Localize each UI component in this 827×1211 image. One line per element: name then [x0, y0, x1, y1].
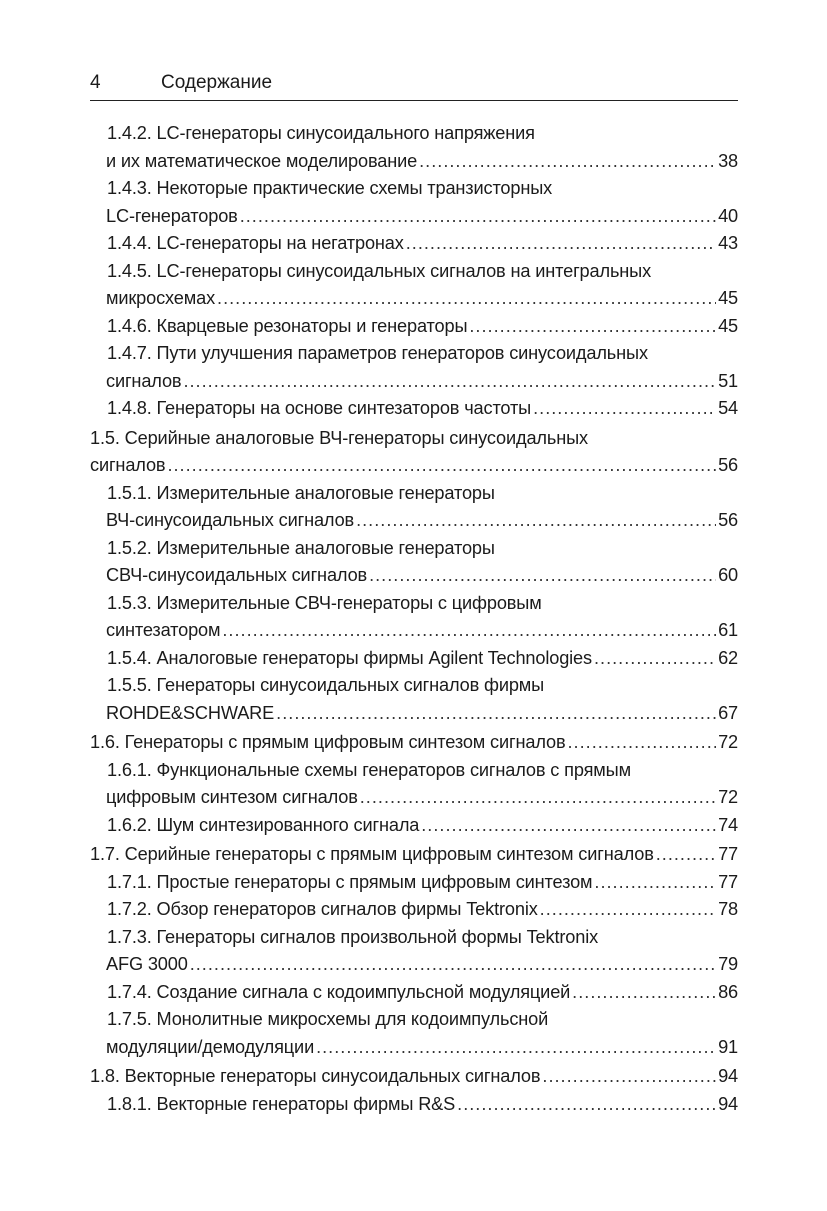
- dot-leader: [183, 368, 716, 396]
- toc-line: [90, 425, 738, 453]
- toc-line: [106, 148, 738, 176]
- toc-entry-title: 1.5.4. Аналоговые генераторы фирмы Agilent Technologies: [107, 647, 592, 668]
- dot-leader: [217, 285, 716, 313]
- toc-subsection-entry: [90, 645, 738, 673]
- toc-entry-title: цифровым синтезом сигналов: [106, 787, 358, 807]
- toc-page-number: 77: [718, 844, 738, 864]
- toc-line: [107, 480, 738, 508]
- toc-subsection-entry: [90, 258, 738, 313]
- toc-line: [107, 535, 738, 563]
- toc-entry-title: 1.7.1. Простые генераторы с прямым цифровым синтезом: [107, 871, 593, 892]
- toc-page-number: 61: [718, 620, 738, 640]
- toc-entry-title: 1.4.4. LC-генераторы на негатронах: [107, 233, 404, 253]
- toc-entry-title: 1.8. Векторные генераторы синусоидальных сигналов: [90, 1066, 541, 1086]
- toc-entry-title: 1.5.1. Измерительные аналоговые генераторы: [107, 482, 495, 503]
- toc-line: [107, 757, 738, 785]
- toc-page-number: 91: [718, 1036, 738, 1057]
- toc-line: [107, 645, 738, 673]
- toc-entry-title: 1.6. Генераторы с прямым цифровым синтезом сигналов: [90, 732, 566, 752]
- toc-line: [106, 951, 738, 979]
- toc-section-entry: [90, 425, 738, 480]
- toc-section-entry: [90, 841, 738, 869]
- dot-leader: [356, 507, 716, 535]
- toc-line: [107, 896, 738, 924]
- toc-line: [107, 869, 738, 897]
- toc-subsection-entry: [90, 313, 738, 341]
- toc-page-number: 54: [718, 398, 738, 418]
- toc-subsection-entry: [90, 979, 738, 1007]
- toc-line: [107, 258, 738, 286]
- toc-page-number: 62: [718, 647, 738, 668]
- toc-page-number: 72: [718, 732, 738, 752]
- toc-subsection-entry: [90, 869, 738, 897]
- toc-entry-title: 1.7. Серийные генераторы с прямым цифровым синтезом сигналов: [90, 844, 654, 864]
- toc-page-number: 51: [718, 370, 738, 391]
- toc-subsection-entry: [90, 175, 738, 230]
- toc-line: [107, 979, 738, 1007]
- toc-line: [107, 1006, 738, 1034]
- toc-entry-title: LC-генераторов: [106, 205, 238, 226]
- toc-page-number: 67: [718, 702, 738, 723]
- toc-line: [107, 340, 738, 368]
- toc-subsection-entry: [90, 672, 738, 727]
- toc-entry-title: 1.7.2. Обзор генераторов сигналов фирмы Tektronix: [107, 899, 538, 919]
- toc-entry-title: СВЧ-синусоидальных сигналов: [106, 565, 368, 585]
- toc-entry-title: 1.7.3. Генераторы сигналов произвольной формы Tektronix: [107, 926, 599, 947]
- toc-line: [107, 230, 738, 258]
- toc-subsection-entry: [90, 535, 738, 590]
- toc-page-number: 45: [718, 288, 738, 308]
- toc-line: [107, 672, 738, 700]
- toc-subsection-entry: [90, 230, 738, 258]
- toc-entry-title: AFG 3000: [106, 954, 188, 974]
- dot-leader: [540, 896, 716, 924]
- toc-line: [107, 175, 738, 203]
- toc-entry-title: синтезатором: [106, 620, 221, 640]
- dot-leader: [568, 729, 717, 757]
- toc-line: [107, 590, 738, 618]
- toc-line: [106, 784, 738, 812]
- toc-entry-title: 1.8.1. Векторные генераторы фирмы R&S: [107, 1093, 456, 1114]
- toc-line: [107, 120, 738, 148]
- toc-entry-title: 1.4.5. LC-генераторы синусоидальных сигналов на интегральных: [107, 260, 652, 281]
- toc-page-number: 78: [718, 899, 738, 919]
- dot-leader: [406, 230, 716, 258]
- toc-line: [106, 203, 738, 231]
- dot-leader: [469, 313, 716, 341]
- toc-entry-title: 1.6.2. Шум синтезированного сигнала: [107, 814, 420, 835]
- toc-entry-title: 1.5.2. Измерительные аналоговые генераторы: [107, 537, 495, 558]
- toc-line: [106, 617, 738, 645]
- toc-page-number: 40: [718, 205, 738, 226]
- dot-leader: [360, 784, 716, 812]
- toc-subsection-entry: [90, 812, 738, 840]
- toc-entry-title: 1.7.5. Монолитные микросхемы для кодоимпульсной: [107, 1009, 549, 1029]
- dot-leader: [240, 203, 716, 231]
- toc-line: [107, 812, 738, 840]
- toc-entry-title: 1.6.1. Функциональные схемы генераторов сигналов с прямым: [107, 759, 631, 780]
- toc-entry-title: сигналов: [106, 370, 182, 391]
- toc-subsection-entry: [90, 1006, 738, 1061]
- dot-leader: [457, 1091, 716, 1119]
- dot-leader: [656, 841, 716, 869]
- dot-leader: [533, 395, 716, 423]
- toc-line: [90, 1063, 738, 1091]
- toc-line: [107, 395, 738, 423]
- dot-leader: [276, 700, 716, 728]
- toc-subsection-entry: [90, 590, 738, 645]
- toc-page-number: 74: [718, 814, 738, 835]
- table-of-contents: [90, 120, 738, 1118]
- dot-leader: [421, 812, 716, 840]
- toc-entry-title: 1.5.3. Измерительные СВЧ-генераторы с цифровым: [107, 592, 542, 613]
- toc-section-entry: [90, 729, 738, 757]
- dot-leader: [542, 1063, 716, 1091]
- dot-leader: [419, 148, 716, 176]
- toc-line: [106, 1034, 738, 1062]
- toc-line: [106, 507, 738, 535]
- toc-subsection-entry: [90, 757, 738, 812]
- toc-entry-title: модуляции/демодуляции: [106, 1036, 315, 1057]
- toc-page-number: 45: [718, 315, 738, 336]
- toc-line: [106, 368, 738, 396]
- toc-line: [90, 841, 738, 869]
- dot-leader: [316, 1034, 716, 1062]
- toc-entry-title: 1.4.8. Генераторы на основе синтезаторов частоты: [107, 398, 532, 418]
- toc-entry-title: сигналов: [90, 455, 166, 475]
- dot-leader: [594, 645, 716, 673]
- toc-subsection-entry: [90, 120, 738, 175]
- toc-page-number: 56: [718, 455, 738, 475]
- toc-entry-title: 1.5.5. Генераторы синусоидальных сигналов фирмы: [107, 675, 545, 695]
- toc-section-entry: [90, 1063, 738, 1091]
- toc-entry-title: 1.4.7. Пути улучшения параметров генераторов синусоидальных: [107, 343, 648, 363]
- toc-line: [90, 452, 738, 480]
- dot-leader: [222, 617, 716, 645]
- dot-leader: [369, 562, 716, 590]
- dot-leader: [167, 452, 716, 480]
- toc-page-number: 77: [718, 871, 738, 892]
- toc-subsection-entry: [90, 340, 738, 395]
- toc-subsection-entry: [90, 480, 738, 535]
- toc-entry-title: ВЧ-синусоидальных сигналов: [106, 510, 355, 530]
- toc-line: [107, 1091, 738, 1119]
- toc-line: [106, 285, 738, 313]
- running-title: Содержание: [161, 72, 273, 93]
- page-number: 4: [90, 72, 101, 93]
- toc-subsection-entry: [90, 896, 738, 924]
- toc-page-number: 72: [718, 787, 738, 807]
- toc-entry-title: 1.4.3. Некоторые практические схемы транзисторных: [107, 178, 553, 198]
- toc-entry-title: микросхемах: [106, 288, 216, 308]
- toc-subsection-entry: [90, 395, 738, 423]
- toc-line: [90, 729, 738, 757]
- toc-line: [107, 313, 738, 341]
- toc-page-number: 56: [718, 510, 738, 530]
- toc-entry-title: и их математическое моделирование: [106, 150, 418, 171]
- toc-subsection-entry: [90, 924, 738, 979]
- toc-page-number: 43: [718, 233, 738, 253]
- toc-page-number: 94: [718, 1066, 738, 1086]
- toc-entry-title: 1.4.6. Кварцевые резонаторы и генераторы: [107, 315, 468, 336]
- toc-entry-title: 1.7.4. Создание сигнала с кодоимпульсной модуляцией: [107, 981, 571, 1002]
- toc-line: [107, 924, 738, 952]
- toc-page-number: 60: [718, 565, 738, 585]
- toc-page-number: 94: [718, 1093, 738, 1114]
- toc-entry-title: 1.5. Серийные аналоговые ВЧ-генераторы синусоидальных: [90, 427, 588, 448]
- dot-leader: [190, 951, 716, 979]
- toc-page-number: 86: [718, 981, 738, 1002]
- dot-leader: [594, 869, 716, 897]
- toc-line: [106, 700, 738, 728]
- toc-entry-title: ROHDE&SCHWARE: [106, 702, 275, 723]
- toc-line: [106, 562, 738, 590]
- page-header: [90, 70, 738, 101]
- toc-subsection-entry: [90, 1091, 738, 1119]
- toc-page-number: 79: [718, 954, 738, 974]
- dot-leader: [572, 979, 716, 1007]
- toc-entry-title: 1.4.2. LC-генераторы синусоидального напряжения: [107, 123, 535, 143]
- toc-page-number: 38: [718, 150, 738, 171]
